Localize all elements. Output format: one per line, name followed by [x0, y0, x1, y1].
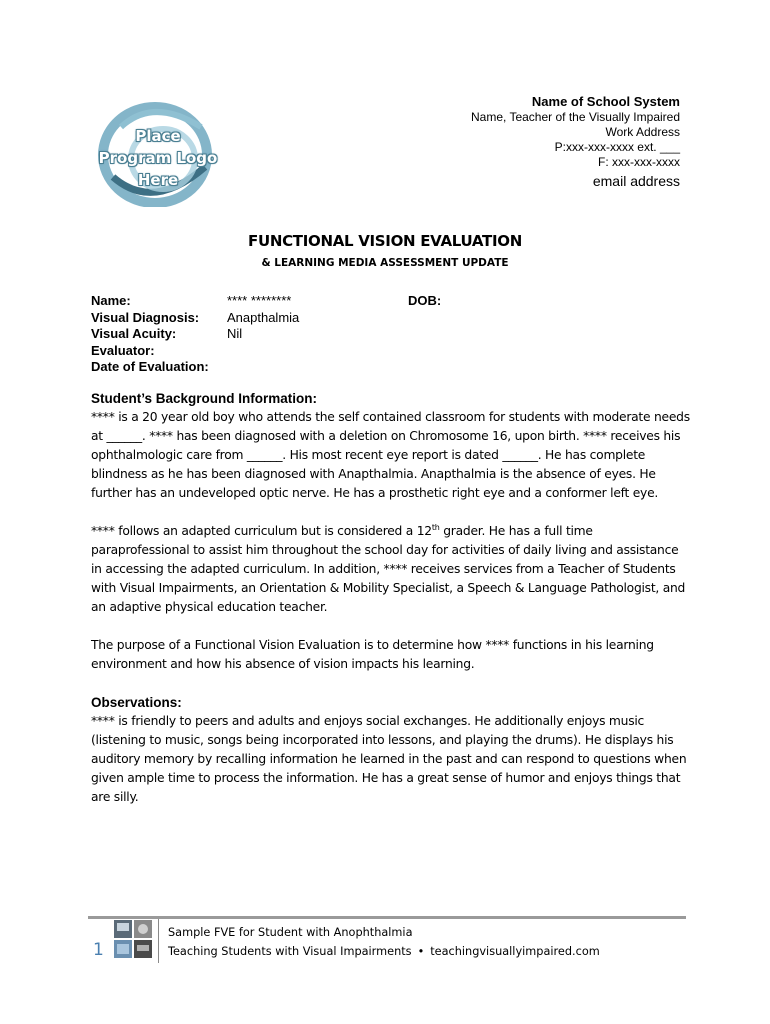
background-paragraph-2: **** follows an adapted curriculum but is considered a 12th grader. He has a full time paraprofessional to assist him throughout the school day for activities of daily living and assistance in accessing the adapted curriculum. In addition, **** receives services from a Teacher of Students with Visual Impairments, an Orientation & Mobility Specialist, a Speech & Language Pathologist, and an adaptive physical education teacher. [91, 522, 686, 614]
background-heading: Student’s Background Information: [91, 391, 317, 406]
ordinal-suffix: th [431, 522, 440, 532]
name-row [91, 293, 299, 310]
school-system-name: Name of School System [531, 94, 680, 109]
footer-line-2 [168, 942, 600, 961]
assistive-tech-icon [114, 920, 152, 958]
document-subtitle: & LEARNING MEDIA ASSESSMENT UPDATE [261, 257, 509, 269]
background-paragraph-3: The purpose of a Functional Vision Evaluation is to determine how **** functions in his learning environment and how his absence of vision impacts his learning. [91, 638, 654, 671]
evaluator-row [91, 343, 299, 360]
diagnosis-label: Visual Diagnosis: [91, 309, 200, 325]
acuity-label: Visual Acuity: [91, 326, 177, 341]
evaluation-date-row [91, 359, 299, 376]
footer-icons-grid [114, 920, 152, 958]
evaluator-label: Evaluator: [91, 342, 155, 358]
acuity-value: Nil [227, 326, 243, 341]
evaluation-date-label: Date of Evaluation: [91, 359, 209, 374]
observations-heading: Observations: [91, 695, 182, 710]
footer-website[interactable]: teachingvisuallyimpaired.com [430, 945, 600, 958]
name-value: **** ******** [227, 293, 292, 308]
email-address: email address [592, 173, 680, 189]
program-logo [93, 97, 223, 207]
dob-label: DOB: [408, 293, 442, 308]
footer-line-1: Sample FVE for Student with Anophthalmia [168, 926, 413, 939]
observations-paragraph: **** is friendly to peers and adults and enjoys social exchanges. He additionally enjoys music (listening to music, songs being incorporated into lessons, and playing the drums). He displays his auditory memory by recalling information he learned in the past and can respond to questions when given ample time to process the information. He has a great sense of humor and enjoys things that are silly. [91, 714, 687, 804]
background-paragraph-1: **** is a 20 year old boy who attends the self contained classroom for students with moderate needs at ______. **** has been diagnosed with a deletion on Chromosome 16, upon birth. **** receives his ophthalmologic care from ______. His most recent eye report is dated ______. He has complete blindness as he has been diagnosed with Anapthalmia. Anapthalmia is the absence of eyes. He further has an undeveloped optic nerve. He has a prosthetic right eye and a conformer left eye. [91, 410, 690, 500]
organization-contact [471, 93, 680, 190]
name-label: Name: [91, 293, 131, 308]
student-info [91, 293, 299, 376]
diagnosis-value: Anapthalmia [227, 309, 300, 325]
document-title: FUNCTIONAL VISION EVALUATION [248, 232, 522, 250]
footer-text [168, 923, 600, 961]
logo-line-2: Program Logo [98, 149, 218, 167]
report-body [91, 389, 691, 826]
work-address: Work Address [605, 125, 680, 139]
logo-line-3: Here [137, 171, 179, 189]
footer-separator [158, 919, 159, 963]
logo-line-1: Place [135, 127, 181, 145]
footer-org-name: Teaching Students with Visual Impairments [168, 945, 412, 958]
phone-number: P:xxx-xxx-xxxx ext. ___ [554, 140, 680, 154]
acuity-row [91, 326, 299, 343]
diagnosis-row [91, 310, 299, 327]
footer-bullet: • [417, 945, 425, 958]
footer-divider [88, 916, 686, 919]
fax-number: F: xxx-xxx-xxxx [598, 155, 680, 169]
page-number: 1 [93, 940, 104, 960]
teacher-name: Name, Teacher of the Visually Impaired [471, 110, 680, 124]
